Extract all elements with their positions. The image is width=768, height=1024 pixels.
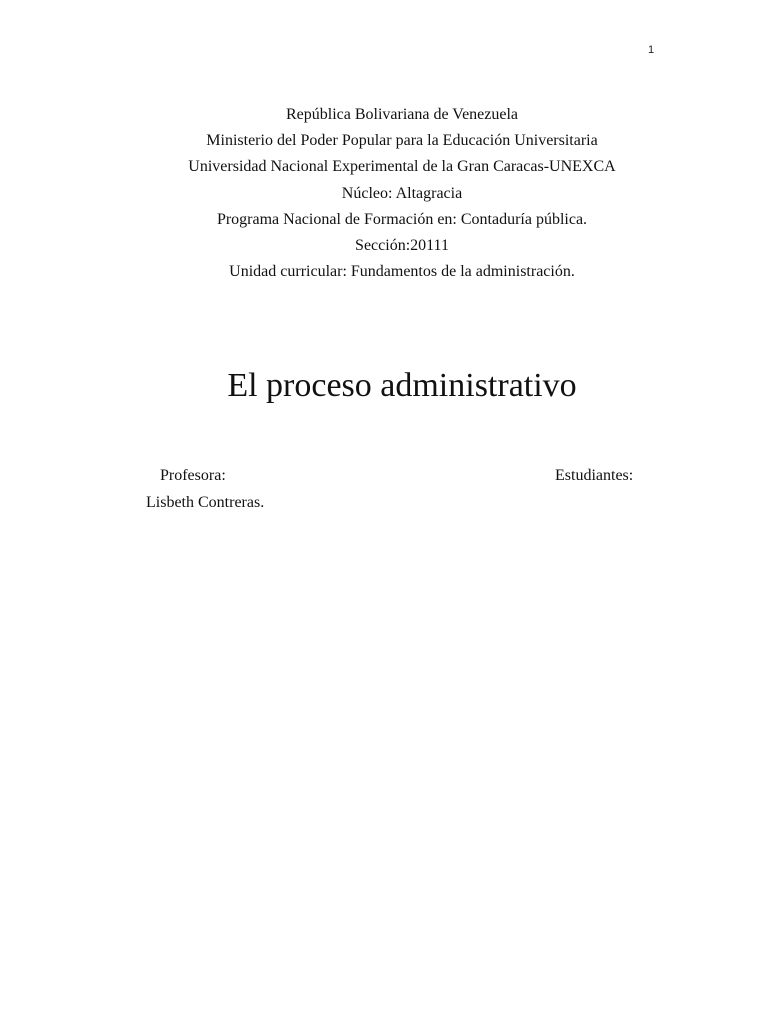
header-line-course: Unidad curricular: Fundamentos de la administración. (229, 263, 575, 281)
students-label: Estudiantes: (555, 467, 634, 484)
header-line-program: Programa Nacional de Formación en: Contaduría pública. (216, 210, 588, 228)
document-title: El proceso administrativo (227, 367, 577, 404)
page-number: 1 (648, 44, 655, 56)
header-line-university: Universidad Nacional Experimental de la Gran Caracas-UNEXCA (188, 158, 616, 176)
header-line-section: Sección:20111 (355, 237, 449, 255)
header-line-campus: Núcleo: Altagracia (341, 184, 463, 202)
institution-header (0, 102, 768, 285)
header-line-republic: República Bolivariana de Venezuela (285, 106, 519, 123)
professor-name: Lisbeth Contreras. (146, 494, 265, 511)
professor-label: Profesora: (160, 467, 226, 484)
header-line-ministry: Ministerio del Poder Popular para la Educación Universitaria (206, 132, 598, 150)
